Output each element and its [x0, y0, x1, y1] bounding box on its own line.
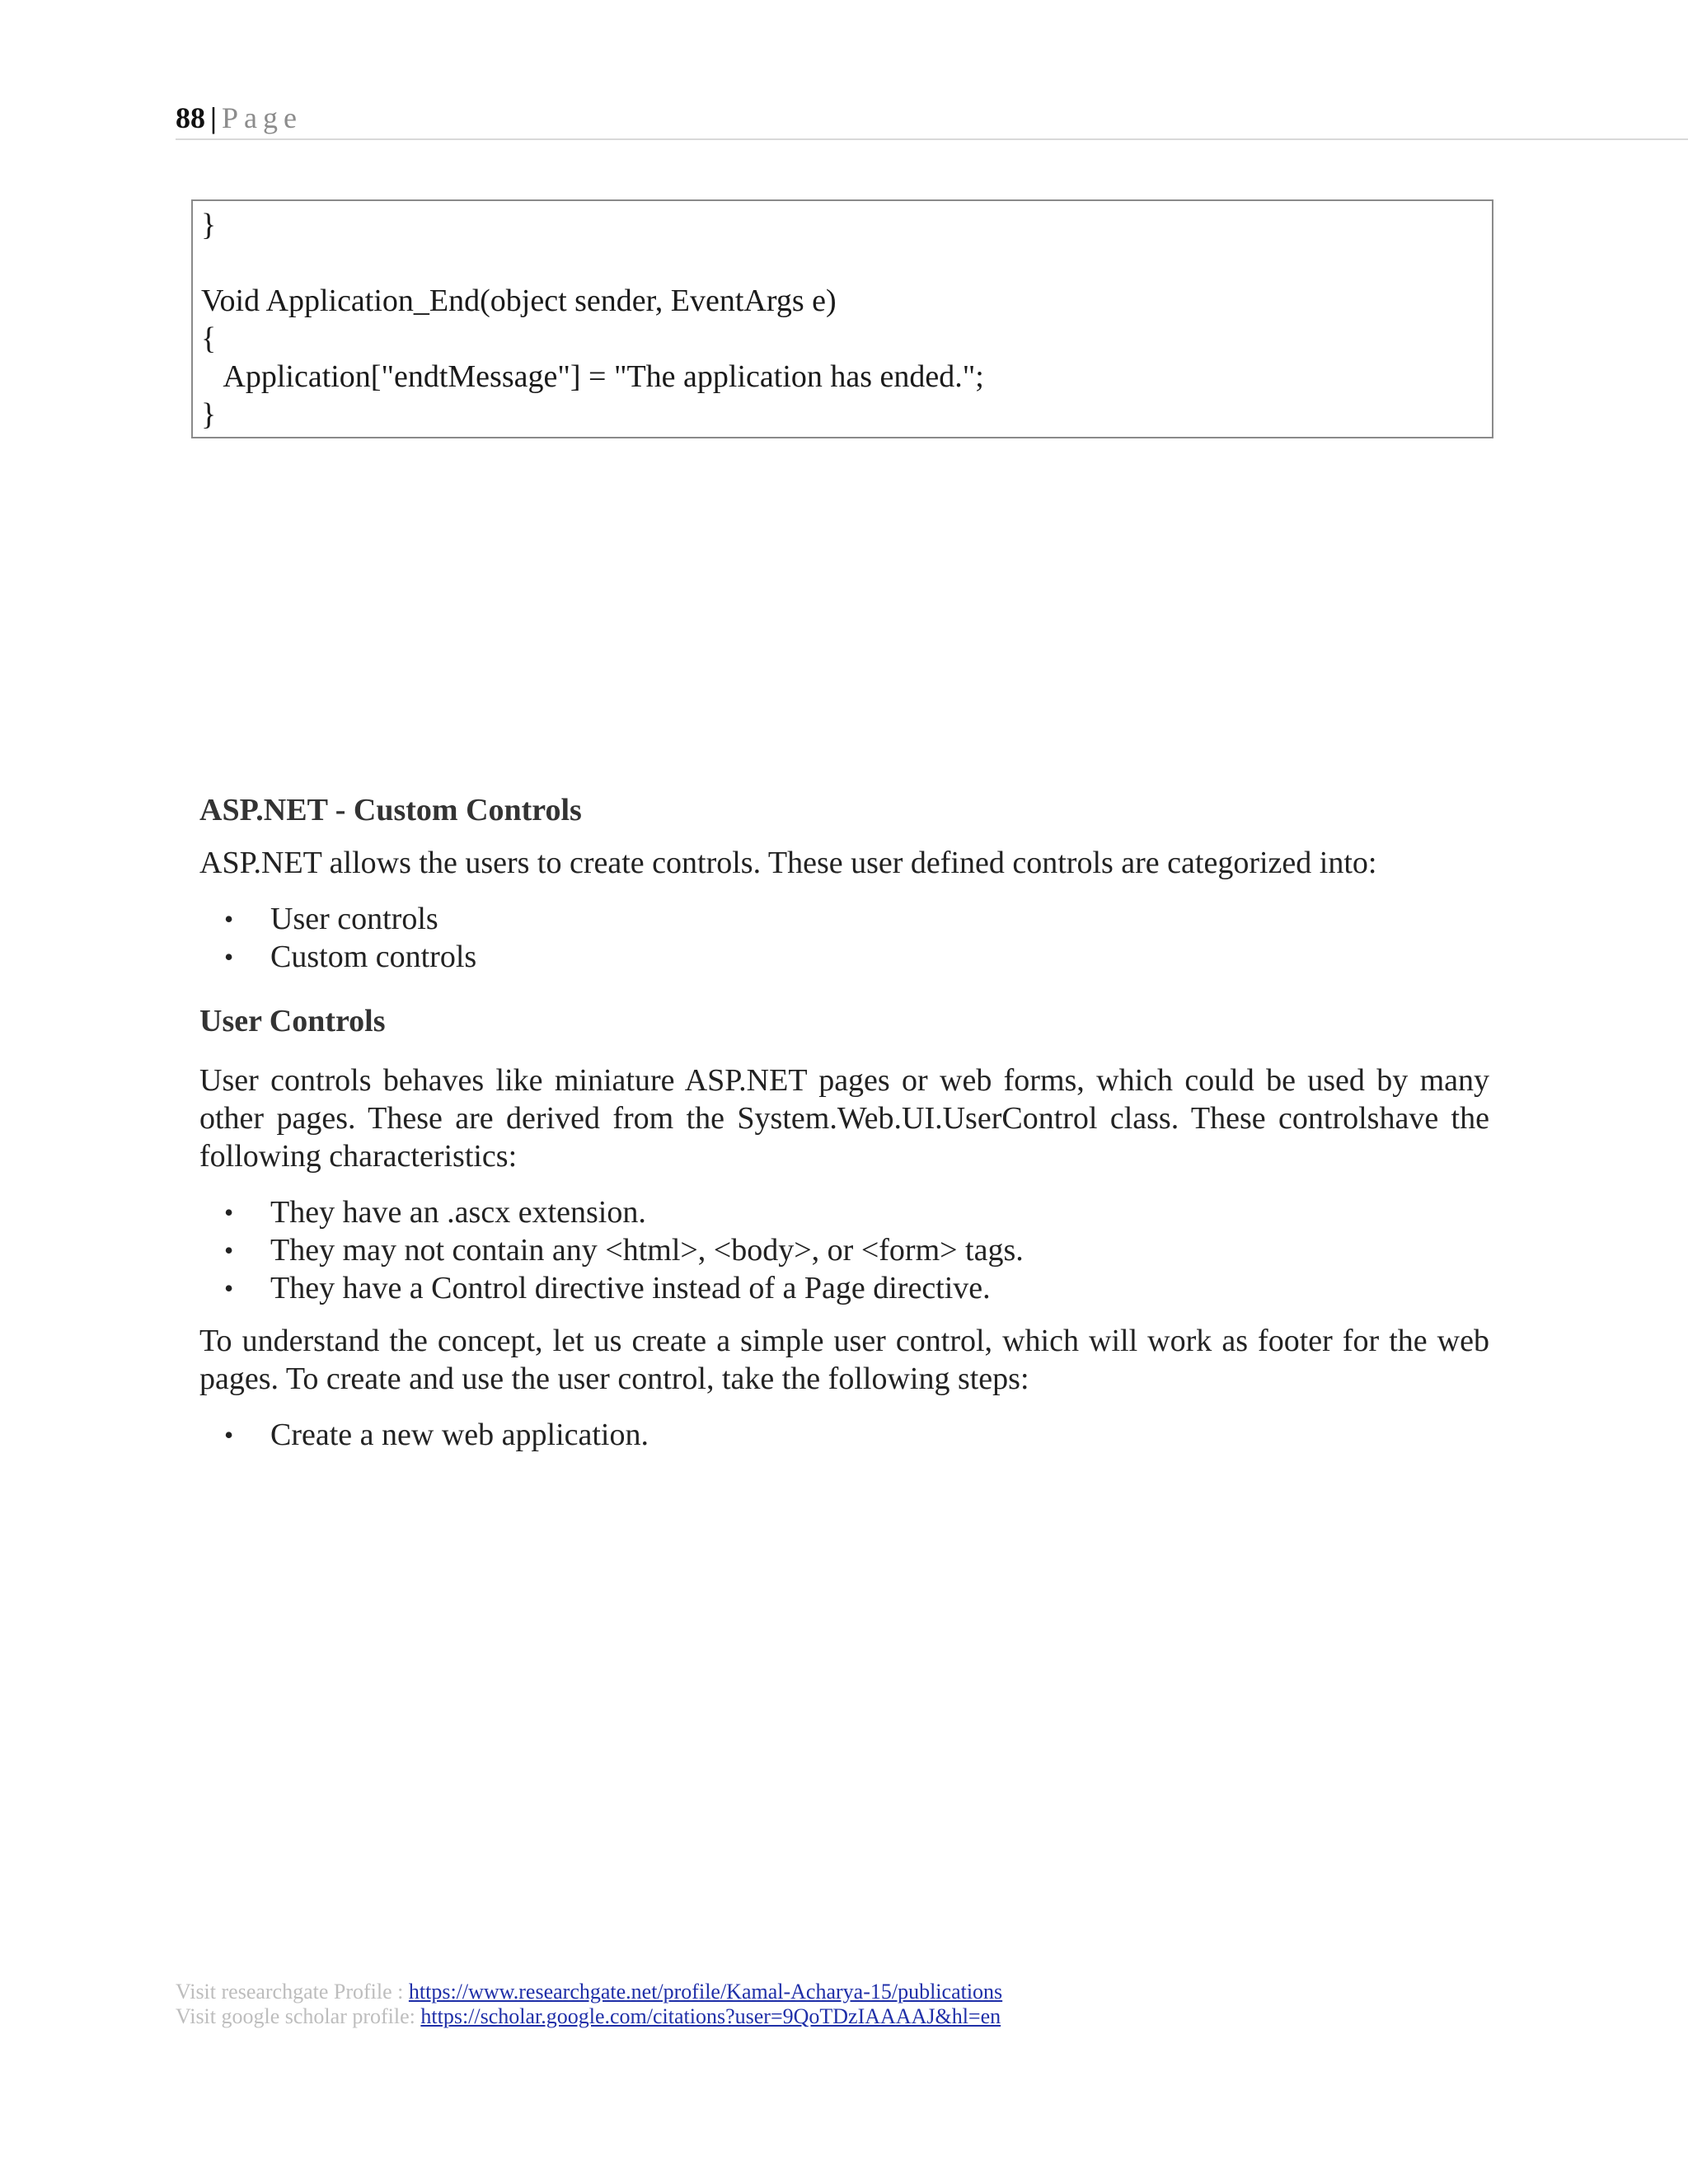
list-item — [199, 900, 1489, 938]
steps-intro: To understand the concept, let us create a simple user control, which will work as footer for the web pages. To create and use the user control, take the following steps: — [199, 1324, 1489, 1396]
list-item — [199, 1269, 1489, 1307]
steps-list — [199, 1416, 1489, 1454]
code-line: } — [201, 208, 217, 242]
code-line: { — [201, 321, 217, 356]
list-item-text: They have an .ascx extension. — [270, 1195, 646, 1230]
bullet-icon: • — [224, 1235, 234, 1265]
list-item-text: They may not contain any <html>, <body>, or <form> tags. — [270, 1233, 1024, 1268]
section-intro: ASP.NET allows the users to create controls. These user defined controls are categorized into: — [199, 846, 1377, 880]
footer-researchgate-line — [176, 1980, 1002, 2004]
list-item — [199, 938, 1489, 976]
list-item-text: Custom controls — [270, 940, 477, 974]
researchgate-link[interactable]: https://www.researchgate.net/profile/Kamal-Acharya-15/publications — [408, 1980, 1003, 2004]
page-header — [176, 97, 1688, 140]
list-item-text: Create a new web application. — [270, 1418, 649, 1452]
user-controls-title: User Controls — [199, 1004, 386, 1038]
bullet-icon: • — [224, 1420, 234, 1450]
user-controls-description: User controls behaves like miniature ASP.NET pages or web forms, which could be used by many other pages. These are derived from the System.Web.UI.UserControl class. These controlshave the following characteristics: — [199, 1063, 1489, 1174]
section-title: ASP.NET - Custom Controls — [199, 793, 582, 827]
code-block — [191, 199, 1493, 438]
list-item-text: User controls — [270, 902, 438, 936]
bullet-icon: • — [224, 1197, 234, 1227]
footer-researchgate-label: Visit researchgate Profile : — [176, 1980, 409, 2004]
list-item — [199, 1193, 1489, 1231]
code-line: } — [201, 397, 217, 432]
code-line: Void Application_End(object sender, EventArgs e) — [201, 284, 837, 318]
code-line — [201, 244, 1492, 282]
code-line: Application["endtMessage"] = "The application has ended."; — [201, 359, 984, 394]
footer-scholar-line — [176, 2004, 1002, 2029]
footer-scholar-label: Visit google scholar profile: — [176, 2004, 421, 2028]
category-list — [199, 900, 1489, 976]
page-number: 88 — [176, 101, 205, 134]
bullet-icon: • — [224, 942, 234, 972]
characteristics-list — [199, 1193, 1489, 1307]
page-separator: | — [210, 101, 217, 134]
bullet-icon: • — [224, 904, 234, 934]
scholar-link[interactable]: https://scholar.google.com/citations?user=9QoTDzIAAAAJ&hl=en — [420, 2004, 1001, 2028]
page-word: Page — [221, 101, 302, 134]
main-content — [199, 791, 1489, 1454]
list-item — [199, 1231, 1489, 1269]
list-item-text: They have a Control directive instead of a Page directive. — [270, 1271, 991, 1305]
page-footer — [176, 1980, 1002, 2029]
bullet-icon: • — [224, 1273, 234, 1303]
list-item — [199, 1416, 1489, 1454]
